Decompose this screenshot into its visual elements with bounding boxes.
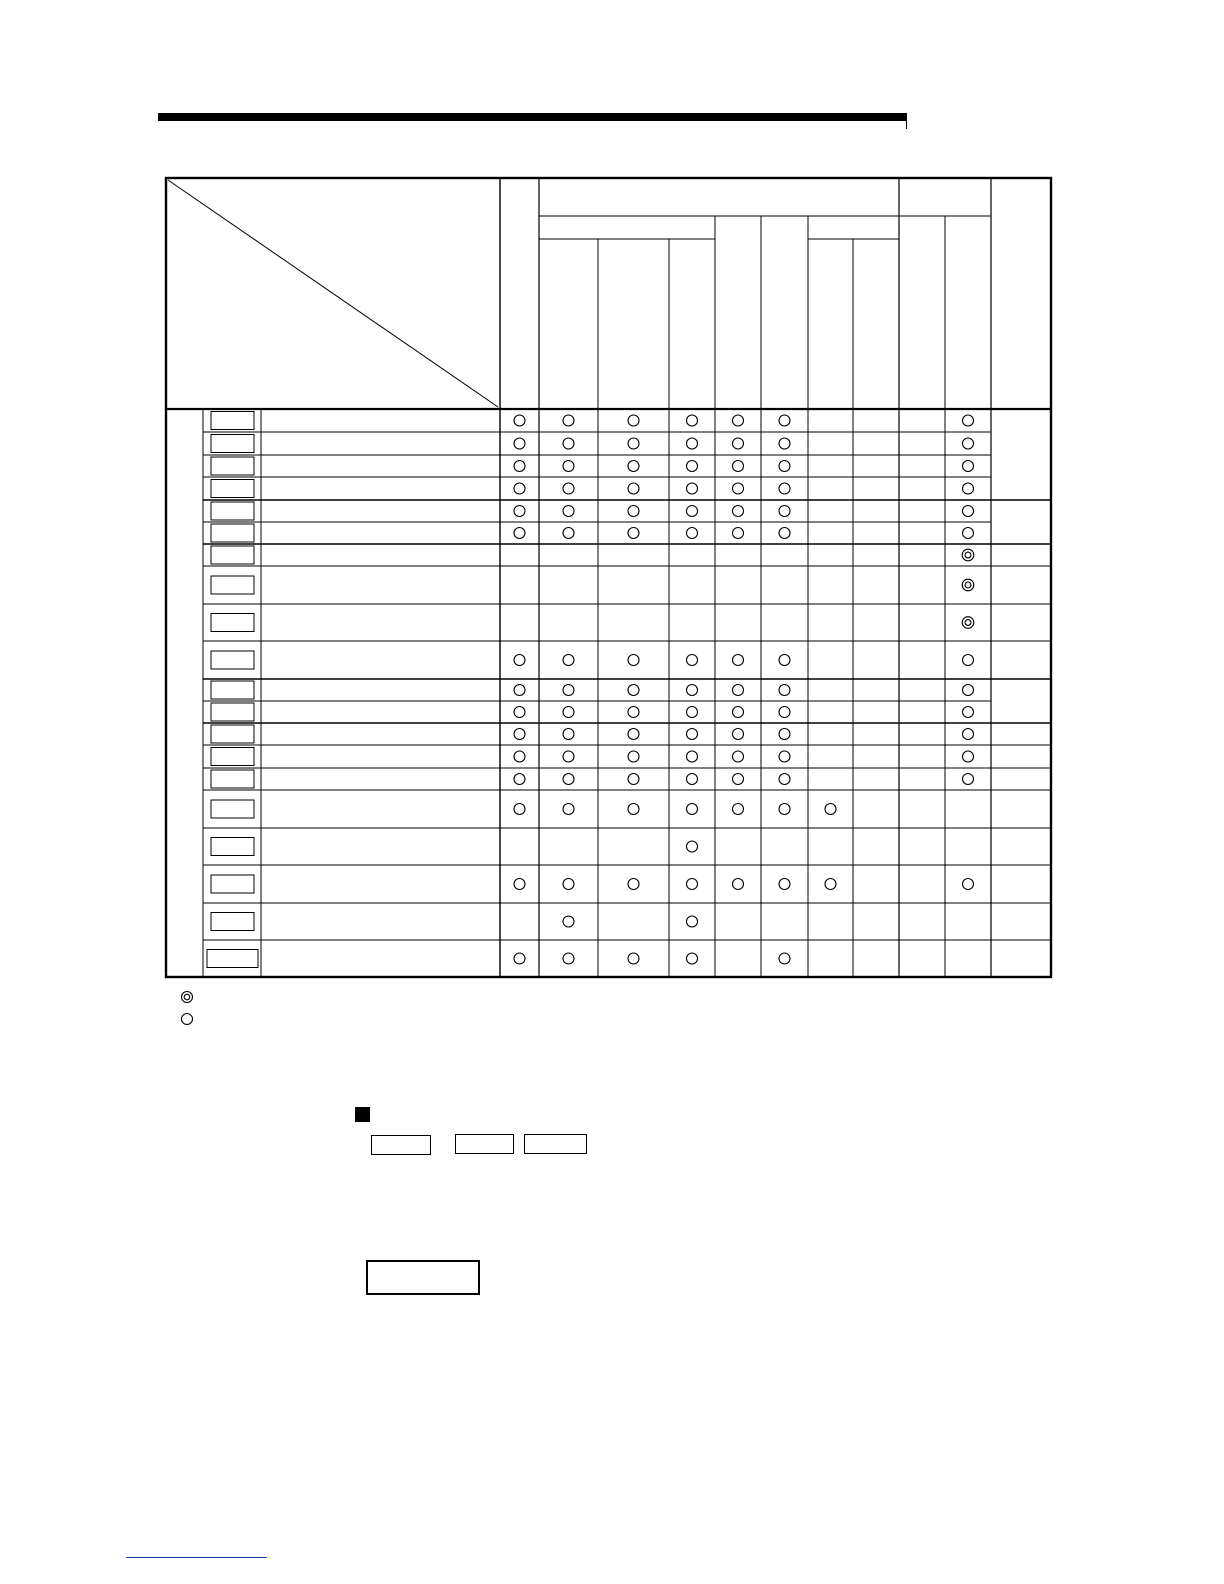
circle-icon [563, 438, 574, 449]
circle-icon [563, 774, 574, 785]
circle-icon [628, 707, 639, 718]
circle-icon [963, 438, 974, 449]
double-circle-inner [965, 582, 971, 588]
circle-icon [514, 685, 525, 696]
circle-icon [963, 879, 974, 890]
circle-icon [628, 506, 639, 517]
circle-icon [628, 415, 639, 426]
circle-icon [825, 804, 836, 815]
circle-icon [514, 483, 525, 494]
row-key-box [211, 651, 254, 669]
header-diagonal [168, 180, 498, 407]
circle-icon [687, 707, 698, 718]
row-key-box [211, 838, 254, 856]
circle-icon [563, 685, 574, 696]
circle-icon [514, 528, 525, 539]
circle-icon [514, 729, 525, 740]
double-circle-inner [965, 552, 971, 558]
double-circle-icon [180, 990, 194, 1004]
circle-icon [733, 528, 744, 539]
row-key-box [211, 770, 254, 788]
circle-icon [963, 774, 974, 785]
circle-icon [687, 751, 698, 762]
circle-icon [514, 655, 525, 666]
row-key-box [211, 546, 254, 564]
circle-icon [628, 774, 639, 785]
circle-icon [514, 774, 525, 785]
circle-icon [563, 415, 574, 426]
circle-icon [687, 506, 698, 517]
circle-icon [963, 751, 974, 762]
circle-icon [563, 483, 574, 494]
circle-icon [628, 461, 639, 472]
circle-icon [779, 655, 790, 666]
note-box [366, 1260, 480, 1295]
circle-icon [628, 729, 639, 740]
circle-icon [628, 953, 639, 964]
circle-icon [628, 483, 639, 494]
circle-icon [563, 916, 574, 927]
circle-icon [514, 438, 525, 449]
row-key-box [211, 576, 254, 594]
circle-icon [963, 685, 974, 696]
circle-icon [563, 528, 574, 539]
key-box-3 [524, 1134, 587, 1154]
row-key-box [211, 457, 254, 475]
circle-icon [733, 415, 744, 426]
row-key-box [211, 800, 254, 818]
circle-icon [687, 879, 698, 890]
circle-icon [628, 751, 639, 762]
circle-icon [628, 804, 639, 815]
double-circle-icon [962, 579, 974, 591]
circle-icon [779, 415, 790, 426]
circle-icon [733, 483, 744, 494]
circle-icon [514, 953, 525, 964]
circle-icon [514, 415, 525, 426]
circle-icon [563, 707, 574, 718]
circle-icon [733, 729, 744, 740]
double-circle-icon [962, 617, 974, 629]
circle-icon [563, 804, 574, 815]
double-circle-icon [962, 549, 974, 561]
circle-icon [825, 879, 836, 890]
circle-icon [628, 438, 639, 449]
section-bullet-icon [355, 1107, 370, 1122]
circle-icon [687, 804, 698, 815]
circle-icon [963, 483, 974, 494]
circle-icon [628, 528, 639, 539]
table-frame [166, 178, 1051, 977]
circle-icon [563, 729, 574, 740]
circle-icon [963, 528, 974, 539]
circle-icon [687, 953, 698, 964]
circle-icon [687, 774, 698, 785]
circle-icon [963, 729, 974, 740]
circle-icon [963, 461, 974, 472]
circle-icon [779, 879, 790, 890]
circle-icon [779, 729, 790, 740]
row-key-box [211, 614, 254, 632]
circle-icon [687, 415, 698, 426]
circle-icon [563, 655, 574, 666]
circle-icon [563, 461, 574, 472]
double-circle-inner [965, 620, 971, 626]
circle-icon [779, 685, 790, 696]
circle-icon [514, 751, 525, 762]
circle-icon [563, 953, 574, 964]
circle-icon [779, 528, 790, 539]
circle-icon [963, 506, 974, 517]
circle-icon [733, 774, 744, 785]
row-key-box [211, 748, 254, 766]
circle-icon [733, 804, 744, 815]
circle-icon [779, 506, 790, 517]
circle-icon [563, 879, 574, 890]
row-key-box [211, 703, 254, 721]
circle-icon [779, 751, 790, 762]
row-key-box [211, 435, 254, 453]
circle-icon [733, 506, 744, 517]
circle-icon [628, 685, 639, 696]
row-key-box [207, 950, 258, 968]
circle-icon [687, 685, 698, 696]
circle-icon [687, 528, 698, 539]
circle-icon [563, 751, 574, 762]
circle-icon [180, 1012, 194, 1026]
row-key-box [211, 875, 254, 893]
circle-icon [514, 461, 525, 472]
circle-icon [733, 685, 744, 696]
circle-icon [779, 953, 790, 964]
circle-icon [514, 506, 525, 517]
circle-icon [779, 707, 790, 718]
circle-icon [563, 506, 574, 517]
circle-icon [687, 916, 698, 927]
circle-icon [687, 841, 698, 852]
row-key-box [211, 412, 254, 430]
key-box-2 [455, 1134, 514, 1154]
circle-icon [733, 461, 744, 472]
footnote-rule [126, 1557, 267, 1558]
circle-icon [963, 655, 974, 666]
circle-icon [963, 415, 974, 426]
row-key-box [211, 913, 254, 931]
row-key-box [211, 502, 254, 520]
circle-icon [779, 774, 790, 785]
row-key-box [211, 725, 254, 743]
row-key-box [211, 524, 254, 542]
circle-icon [687, 729, 698, 740]
circle-icon [687, 655, 698, 666]
circle-icon [733, 438, 744, 449]
row-key-box [211, 480, 254, 498]
circle-icon [733, 751, 744, 762]
circle-icon [687, 483, 698, 494]
circle-icon [779, 461, 790, 472]
circle-icon [963, 707, 974, 718]
row-key-box [211, 681, 254, 699]
circle-icon [733, 655, 744, 666]
circle-icon [733, 707, 744, 718]
circle-icon [687, 438, 698, 449]
circle-icon [514, 804, 525, 815]
circle-icon [514, 879, 525, 890]
circle-icon [779, 804, 790, 815]
key-box-1 [371, 1135, 431, 1155]
circle-icon [687, 461, 698, 472]
circle-icon [628, 879, 639, 890]
circle-icon [628, 655, 639, 666]
circle-icon [514, 707, 525, 718]
circle-icon [779, 438, 790, 449]
circle-icon [779, 483, 790, 494]
circle-icon [733, 879, 744, 890]
